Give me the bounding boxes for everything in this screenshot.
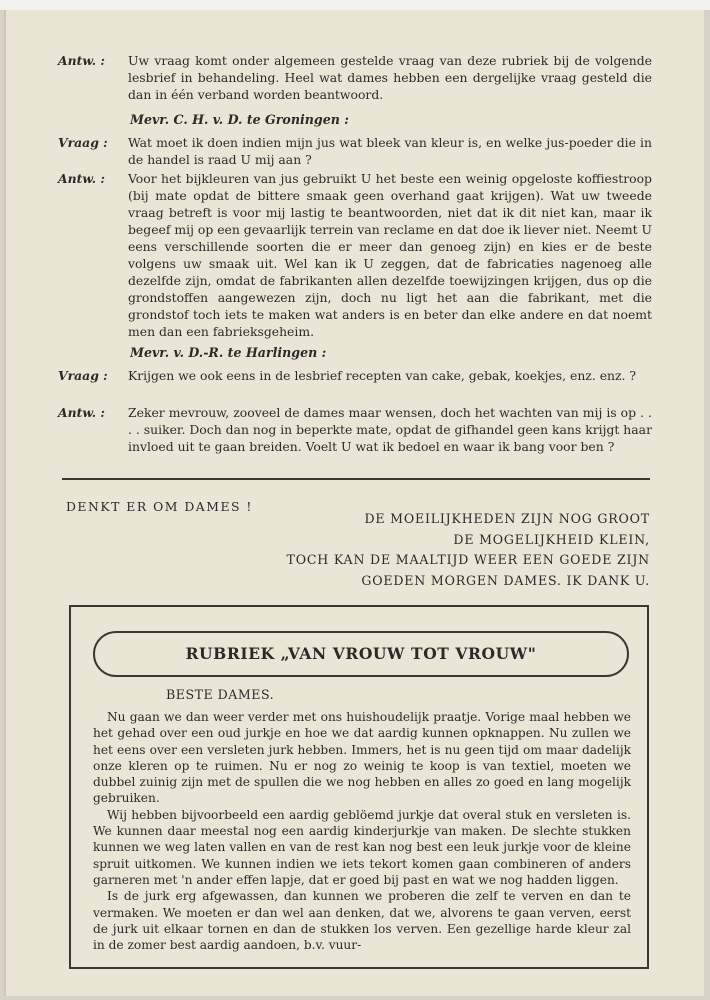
rubriek-box: [69, 605, 649, 969]
rubriek-greeting: BESTE DAMES.: [166, 687, 275, 702]
question-label: Vraag :: [58, 368, 108, 383]
sender-harlingen: Mevr. v. D.-R. te Harlingen :: [130, 345, 327, 360]
scan-top-margin: [0, 0, 710, 10]
answer-label: Antw. :: [58, 171, 105, 186]
question-block-2: [58, 367, 652, 384]
answer-text: Zeker mevrouw, zooveel de dames maar wensen, doch het wachten van mij is op . . . . suiker. Doch dan nog in beperkte mate, opdat de gifhandel geen kans krijgt haar invloed uit te gaan breiden. Voelt U wat ik bedoel en waar ik bang voor ben ?: [128, 405, 652, 454]
question-block-1: [58, 134, 652, 168]
rubriek-paragraph: Nu gaan we dan weer verder met ons huishoudelijk praatje. Vorige maal hebben we het gehad over een oud jurkje en hoe we dat aardig kunnen opknappen. Nu zullen we het eens over een versleten jurk hebben. Immers, het is nu geen tijd om maar dadelijk onze kleren op te ruimen. Nu er nog zo weinig te koop is van textiel, moeten we dubbel zuinig zijn met de spullen die we nog hebben en alles zo goed en lang mogelijk gebruiken.: [93, 710, 631, 806]
answer-block-2: [58, 170, 652, 340]
question-text: Wat moet ik doen indien mijn jus wat bleek van kleur is, en welke jus-poeder die in de handel is raad U mij aan ?: [128, 135, 652, 167]
motto-line: TOCH KAN DE MAALTIJD WEER EEN GOEDE ZIJN: [286, 552, 650, 567]
answer-text: Voor het bijkleuren van jus gebruikt U het beste een weinig opgeloste koffiestroop (bij mate opdat de bittere smaak geen overhand gaat krijgen). Wat uw tweede vraag betreft is voor mij lastig te beantwoorden, niet dat ik dit niet kan, maar ik begeef mij op een gevaarlijk terrein van reclame en dat doe ik liever niet. Neemt U eens verschillende soorten die er meer dan genoeg zijn) en kies er de beste volgens uw smaak uit. Wel kan ik U zeggen, dat de fabricaties nagenoeg alle dezelfde zijn, omdat de fabrikanten allen dezelfde toewijzingen krijgen, dus op die grondstoffen aangewezen zijn, doch nu ligt het aan die fabrikant, met die grondstof toch iets te maken wat anders is en beter dan elke andere en dat noemt men dan een fabrieksgeheim.: [128, 171, 652, 339]
motto-line: GOEDEN MORGEN DAMES. IK DANK U.: [361, 572, 650, 588]
answer-block-3: [58, 404, 652, 455]
motto-line: DE MOGELIJKHEID KLEIN,: [453, 531, 650, 547]
answer-label: Antw. :: [58, 405, 105, 420]
question-label: Vraag :: [58, 135, 108, 150]
question-text: Krijgen we ook eens in de lesbrief recepten van cake, gebak, koekjes, enz. enz. ?: [128, 368, 637, 383]
motto-line: DE MOEILIJKHEDEN ZIJN NOG GROOT: [364, 511, 650, 526]
answer-block-1: [58, 52, 652, 103]
answer-label: Antw. :: [58, 53, 105, 68]
rubriek-paragraph: Wij hebben bijvoorbeeld een aardig geblöemd jurkje dat overal stuk en versleten is. We kunnen daar meestal nog een aardig kinderjurkje van maken. De slechte stukken kunnen we weg laten vallen en van de rest kan nog best een leuk jurkje voor de kleine spruit uitkomen. We kunnen indien we iets tekort komen gaan combineren of anders garneren met 'n ander effen lapje, dat er goed bij past en wat we nog hadden liggen.: [93, 807, 631, 887]
motto-verse: [287, 509, 651, 591]
answer-text: Uw vraag komt onder algemeen gestelde vraag van deze rubriek bij de volgende lesbrief in behandeling. Heel wat dames hebben een dergelijke vraag gesteld die dan in één verband worden beantwoord.: [128, 53, 652, 102]
section-divider: [62, 478, 650, 480]
rubriek-title: RUBRIEK „VAN VROUW TOT VROUW": [93, 631, 629, 677]
sender-groningen: Mevr. C. H. v. D. te Groningen :: [130, 112, 349, 127]
rubriek-paragraph: Is de jurk erg afgewassen, dan kunnen we proberen die zelf te verven en dan te vermaken. We moeten er dan wel aan denken, dat we, alvorens te gaan verven, eerst de jurk uit elkaar tornen en dan de stukken los verven. Een gezellige harde kleur zal in de zomer best aardig aandoen, b.v. vuur-: [93, 889, 631, 953]
denkt-heading: DENKT ER OM DAMES !: [66, 499, 253, 514]
rubriek-body: [93, 709, 631, 953]
